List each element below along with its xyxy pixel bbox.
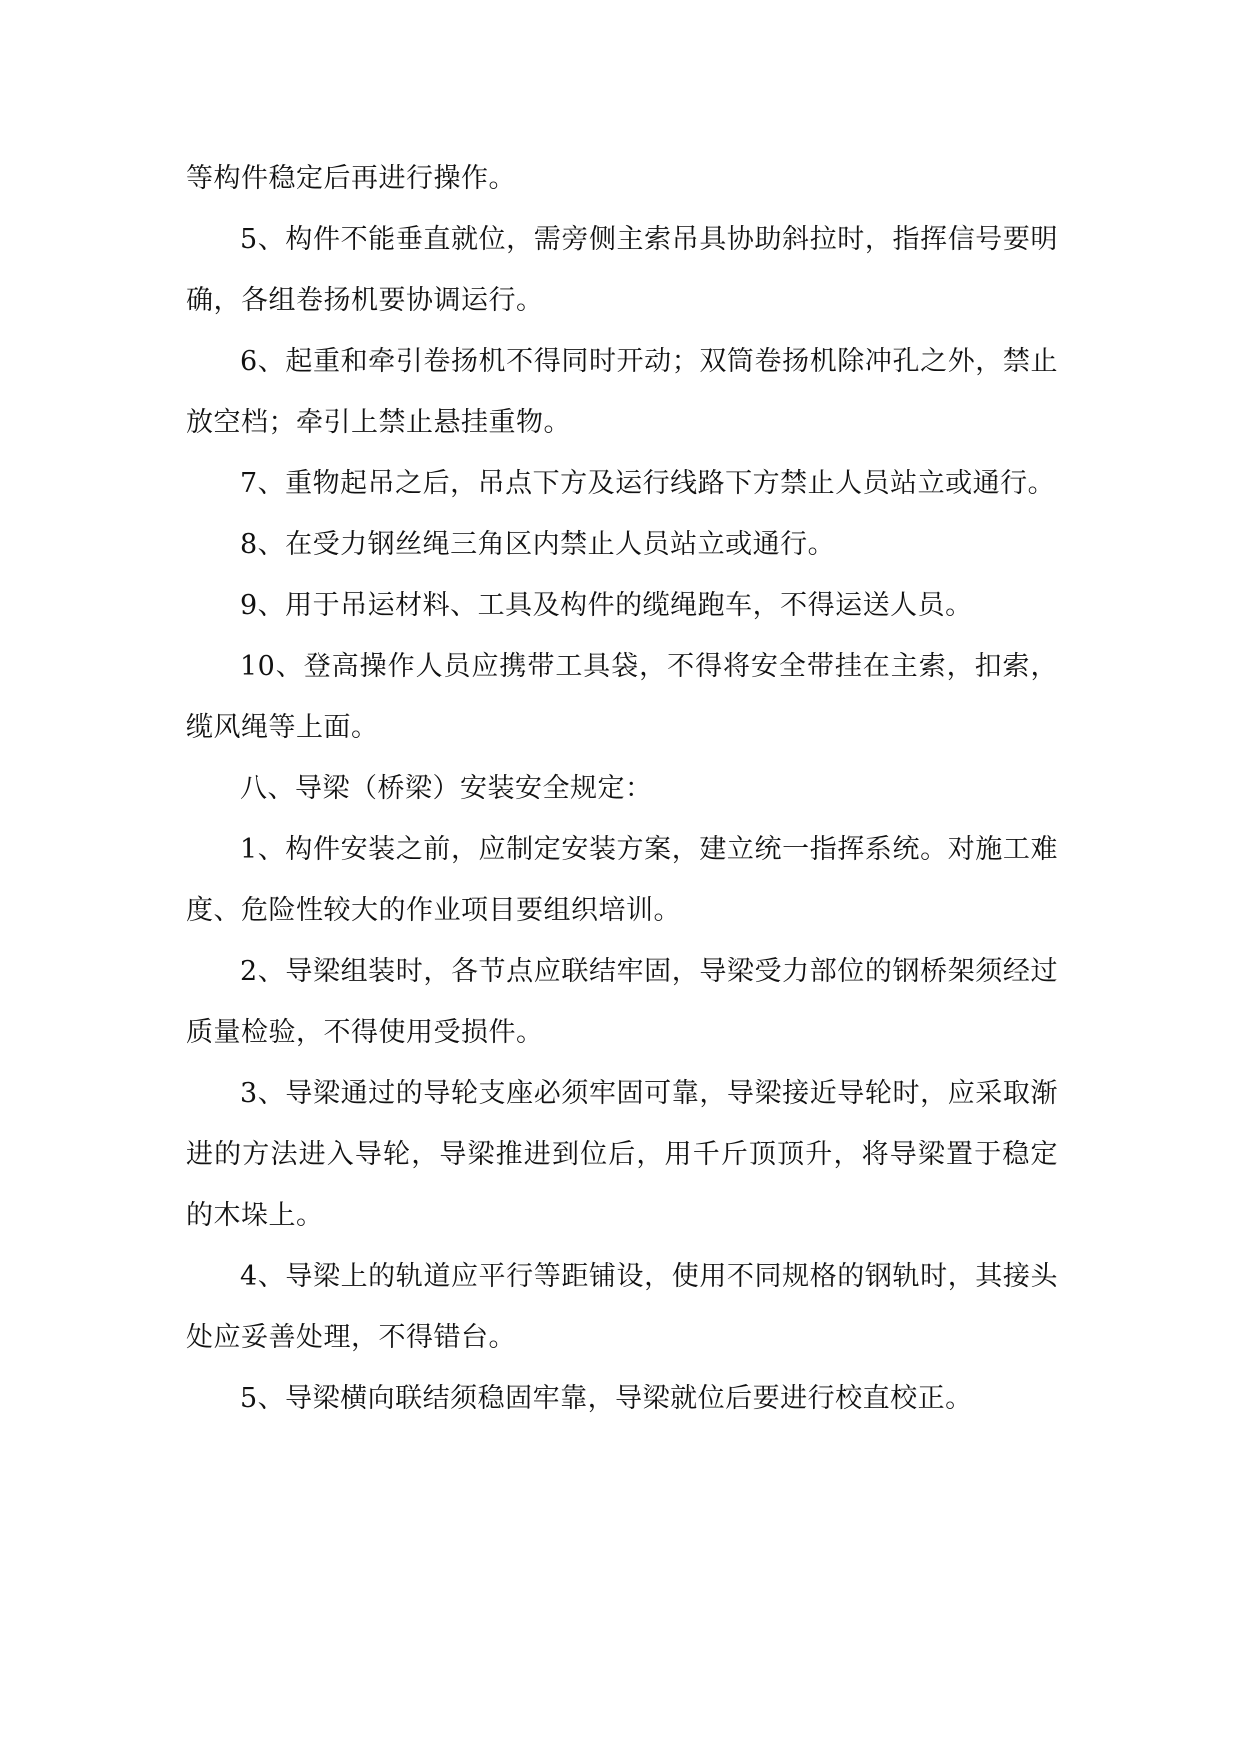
document-body [186, 148, 1058, 1429]
section-item-3: 3、导梁通过的导轮支座必须牢固可靠，导梁接近导轮时，应采取渐进的方法进入导轮，导梁推进到位后，用千斤顶顶升，将导梁置于稳定的木垛上。 [186, 1078, 1058, 1231]
section-item-2: 2、导梁组装时，各节点应联结牢固，导梁受力部位的钢桥架须经过质量检验，不得使用受损件。 [186, 956, 1058, 1048]
paragraph-continuation: 等构件稳定后再进行操作。 [186, 163, 516, 194]
paragraph-item-7: 7、重物起吊之后，吊点下方及运行线路下方禁止人员站立或通行。 [240, 468, 1056, 499]
paragraph-item-9: 9、用于吊运材料、工具及构件的缆绳跑车，不得运送人员。 [240, 590, 973, 621]
paragraph-item-6: 6、起重和牵引卷扬机不得同时开动；双筒卷扬机除冲孔之外，禁止放空档；牵引上禁止悬挂重物。 [186, 346, 1058, 438]
section-item-5: 5、导梁横向联结须稳固牢靠，导梁就位后要进行校直校正。 [240, 1383, 973, 1414]
paragraph-item-10: 10、登高操作人员应携带工具袋，不得将安全带挂在主索，扣索，缆风绳等上面。 [186, 651, 1058, 743]
paragraph-item-5: 5、构件不能垂直就位，需旁侧主索吊具协助斜拉时，指挥信号要明确，各组卷扬机要协调运行。 [186, 224, 1058, 316]
paragraph-item-8: 8、在受力钢丝绳三角区内禁止人员站立或通行。 [240, 529, 836, 560]
section-item-1: 1、构件安装之前，应制定安装方案，建立统一指挥系统。对施工难度、危险性较大的作业项目要组织培训。 [186, 834, 1058, 926]
section-item-4: 4、导梁上的轨道应平行等距铺设，使用不同规格的钢轨时，其接头处应妥善处理，不得错台。 [186, 1261, 1058, 1353]
section-heading: 八、导梁（桥梁）安装安全规定： [240, 773, 653, 804]
